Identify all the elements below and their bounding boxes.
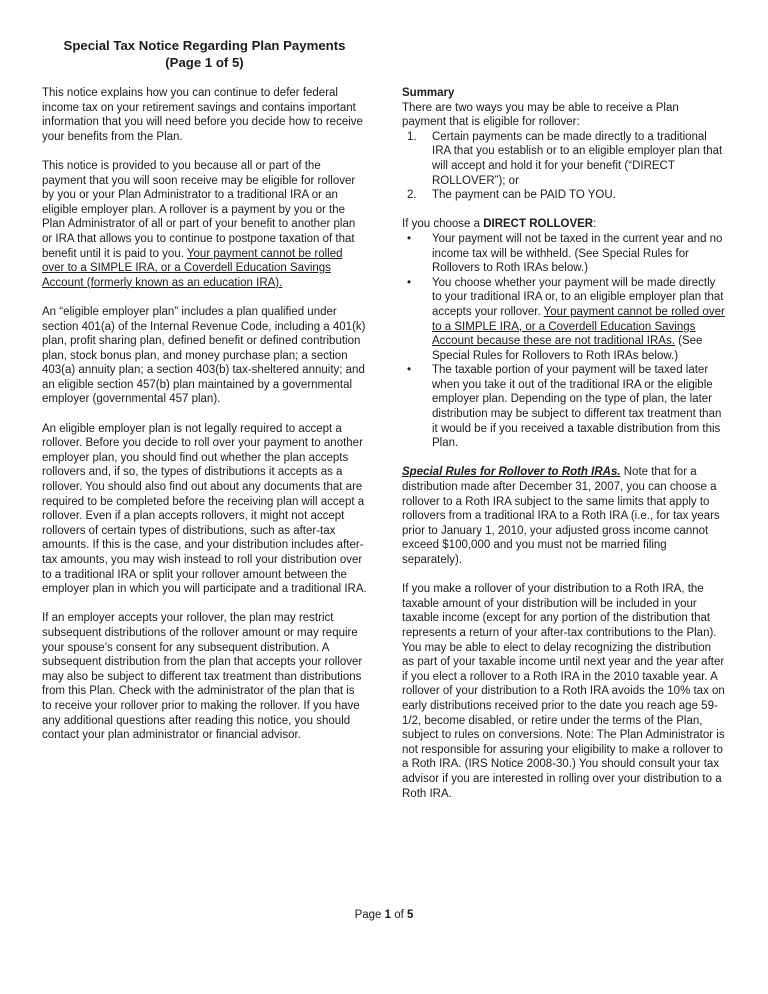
two-column-body (42, 86, 726, 816)
left-column (42, 86, 367, 816)
bullet-item-text (432, 276, 726, 364)
direct-rollover-intro-pre: If you choose a (402, 218, 484, 231)
bullet-item-text: Your payment will not be taxed in the current year and no income tax will be withheld. (See Special Rules for Rollovers to Roth IRAs below.) (432, 232, 723, 275)
direct-rollover-intro-post: : (593, 218, 597, 231)
paragraph-notice-purpose: This notice explains how you can continue to defer federal income tax on your retirement savings and contains important information that you will need before you decide how to receive your benefits from the Plan. (42, 87, 363, 143)
right-column (402, 86, 726, 816)
bullet-item-text: The taxable portion of your payment will be taxed later when you take it out of the traditional IRA or the eligible employer plan. Depending on the type of plan, the later distribution may be subject to different tax treatment than it would be if you received a taxable distribution from this Plan. (432, 364, 722, 450)
paragraph-roth-special-rules (402, 465, 726, 567)
document-subtitle: (Page 1 of 5) (165, 54, 244, 70)
document-header (42, 0, 367, 71)
paragraph-employer-accepts-rollover: If an employer accepts your rollover, the plan may restrict subsequent distributions of the rollover amount or may require your spouse’s consent for any subsequent distribution. A subsequent distribution from the plan that accepts your rollover may also be subject to different tax treatment than distributions from this Plan. Check with the administrator of the plan that is to receive your rollover prior to making the rollover. If you have any additional questions after reading this notice, you should contact your plan administrator or financial advisor. (42, 612, 363, 742)
footer-total-pages: 5 (407, 909, 414, 921)
list-item-text: The payment can be PAID TO YOU. (432, 189, 616, 202)
direct-rollover-intro (402, 217, 726, 232)
direct-rollover-intro-bold: DIRECT ROLLOVER (483, 218, 594, 231)
bullet-icon: • (407, 232, 412, 245)
numbered-list (402, 130, 726, 203)
bullet-item-underlined-text: Your payment cannot be rolled over to a SIMPLE IRA, or a Coverdell Education Savings Account because these are not traditional IRAs. (432, 305, 725, 348)
paragraph-eligible-employer-plan-definition: An “eligible employer plan” includes a plan qualified under section 401(a) of the Internal Revenue Code, including a 401(k) plan, profit sharing plan, defined benefit or defined contribution plan, stock bonus plan, and money purchase plan; a section 403(a) annuity plan; a section 403(b) tax-sheltered annuity; and an eligible section 457(b) plan maintained by a governmental employer (governmental 457 plan). (42, 305, 366, 406)
list-item-text: Certain payments can be made directly to a traditional IRA that you establish or to an eligible employer plan that will accept and hold it for your benefit (“DIRECT ROLLOVER”); or (432, 130, 723, 187)
paragraph-rollover-explanation (42, 159, 367, 290)
paragraph-rollover-normal-text: This notice is provided to you because all or part of the payment that you will soon receive may be eligible for rollover by you or your Plan Administrator to a traditional IRA or an eligible employer plan. A rollover is a payment by you or the Plan Administrator of all or part of your benefit to another plan or IRA that allows you to continue to postpone taxation of that benefit until it is paid to you. (42, 159, 356, 260)
footer-page-number: 1 (384, 909, 392, 921)
footer-of-label: of (394, 909, 404, 921)
bullet-list (402, 232, 726, 451)
bullet-item (402, 363, 726, 451)
list-item-number: 2. (407, 189, 417, 202)
document-title: Special Tax Notice Regarding Plan Payments (63, 38, 346, 53)
summary-intro: There are two ways you may be able to receive a Plan payment that is eligible for rollover: (402, 101, 679, 129)
paragraph-roth-rollover-taxation: If you make a rollover of your distribution to a Roth IRA, the taxable amount of your distribution will be included in your taxable income (except for any portion of the distribution that represents a return of your after-tax contributions to the Plan). You may be able to elect to delay recognizing the distribution as part of your taxable income until next year and the year after if you elect a rollover to a Roth IRA in the 2010 taxable year. A rollover of your distribution to a Roth IRA avoids the 10% tax on early distributions received prior to the date you reach age 59-1/2, become disabled, or retire under the terms of the Plan, subject to rules on conversions. Note: The Plan Administrator is not responsible for assuring your eligibility to make a rollover to a Roth IRA. (IRS Notice 2008-30.) You should consult your tax advisor if you are interested in rolling over your distribution to a Roth IRA. (402, 583, 725, 800)
bullet-item-normal-text: You choose whether your payment will be made directly to your traditional IRA or, to an eligible employer plan that accepts your rollover. (432, 276, 724, 318)
bullet-item (402, 232, 726, 276)
page-footer (0, 908, 768, 923)
summary-heading: Summary (402, 87, 455, 99)
list-item-number: 1. (407, 130, 417, 143)
paragraph-rollover-underlined-text: Your payment cannot be rolled over to a SIMPLE IRA, or a Coverdell Education Savings Account (formerly known as an education IRA). (42, 247, 343, 289)
bullet-item (402, 276, 726, 364)
paragraph-plan-not-required-to-accept: An eligible employer plan is not legally required to accept a rollover. Before you decide to roll over your payment to another employer plan, you should find out whether the plan accepts rollovers and, if so, the types of distributions it accepts as a rollover. You should also find out about any documents that are required to be completed before the receiving plan will accept a rollover. Even if a plan accepts rollovers, it might not accept rollovers of certain types of distributions, such as after-tax amounts. If this is the case, and your distribution includes after-tax amounts, you may wish instead to roll your distribution over to a traditional IRA or split your rollover amount between the employer plan in which you will participate and a traditional IRA. (42, 422, 367, 596)
roth-special-rules-heading: Special Rules for Rollover to Roth IRAs. (402, 466, 621, 479)
bullet-item-trailing-text: (See Special Rules for Rollovers to Roth IRAs below.) (432, 335, 703, 362)
list-item (402, 130, 726, 188)
list-item (402, 188, 726, 203)
bullet-icon: • (407, 364, 412, 377)
roth-special-rules-text: Note that for a distribution made after December 31, 2007, you can choose a rollover to a Roth IRA subject to the same limits that apply to rollovers from a traditional IRA to a Roth IRA (i.e., for tax years prior to January 1, 2010, your adjusted gross income cannot exceed $100,000 and you must not be married filing separately). (402, 466, 720, 566)
footer-page-label: Page (354, 909, 382, 921)
bullet-icon: • (407, 276, 412, 289)
